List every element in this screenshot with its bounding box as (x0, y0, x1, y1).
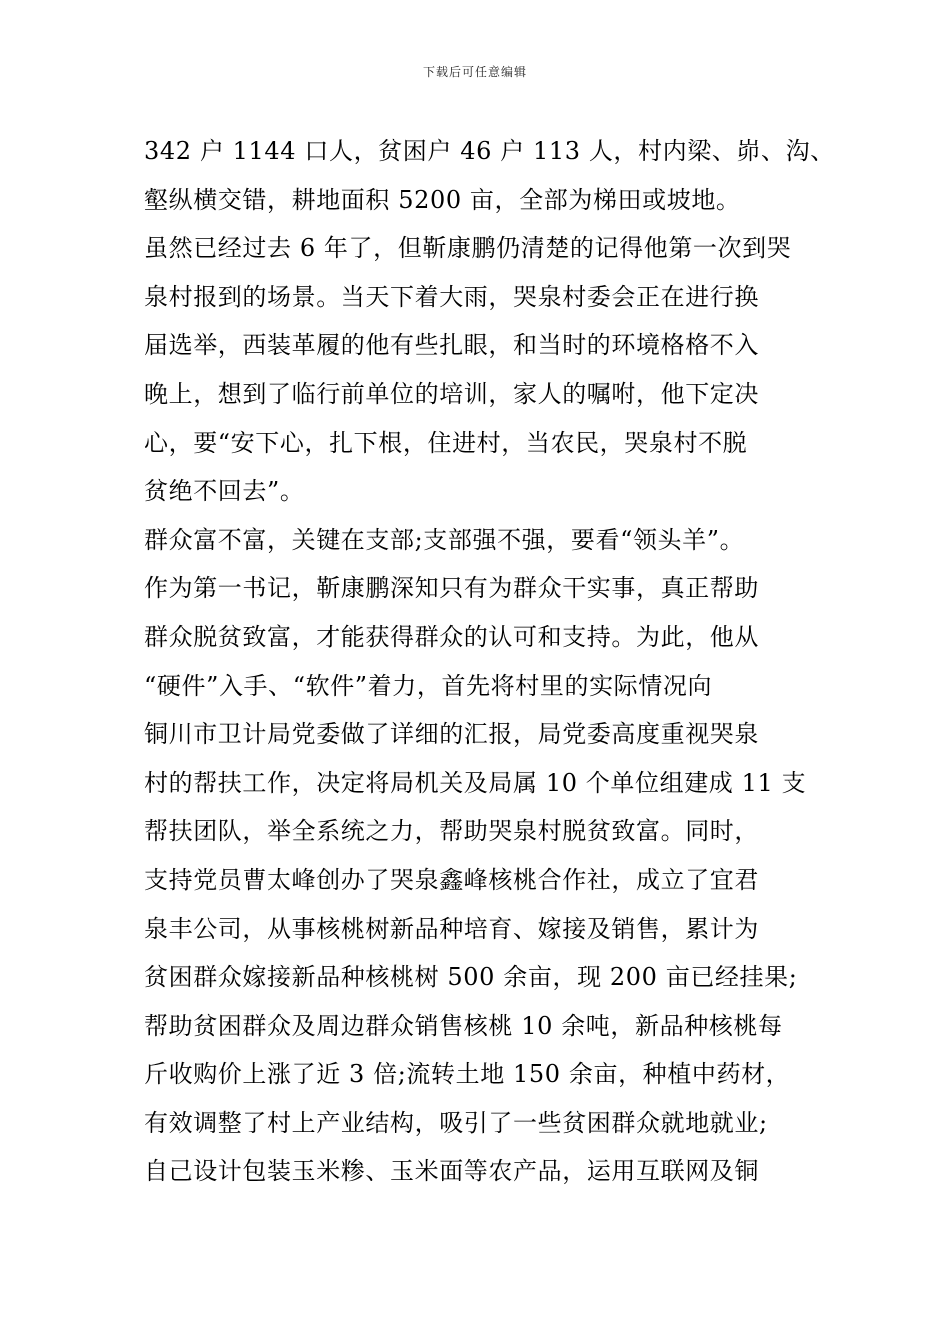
text-line: 贫绝不回去”。 (144, 477, 305, 506)
text-line: 群众脱贫致富，才能获得群众的认可和支持。为此，他从 (144, 622, 759, 651)
text-line: 342 户 1144 口人，贫困户 46 户 113 人，村内梁、峁、沟、 (144, 137, 835, 165)
text-line: 心，要“安下心，扎下根，住进村，当农民，哭泉村不脱 (144, 428, 748, 457)
text-line: 村的帮扶工作，决定将局机关及局属 10 个单位组建成 11 支 (144, 768, 807, 797)
text-line: 铜川市卫计局党委做了详细的汇报，局党委高度重视哭泉 (144, 720, 759, 749)
text-line: 帮扶团队，举全系统之力，帮助哭泉村脱贫致富。同时， (144, 817, 759, 846)
text-line: 自己设计包装玉米糁、玉米面等农产品，运用互联网及铜 (144, 1157, 759, 1186)
text-line: 壑纵横交错，耕地面积 5200 亩，全部为梯田或坡地。 (144, 185, 741, 214)
text-line: 泉村报到的场景。当天下着大雨，哭泉村委会正在进行换 (144, 282, 759, 311)
text-line: 晚上，想到了临行前单位的培训，家人的嘱咐，他下定决 (144, 379, 759, 408)
text-line: “硬件”入手、“软件”着力，首先将村里的实际情况向 (144, 671, 713, 700)
text-line: 虽然已经过去 6 年了，但靳康鹏仍清楚的记得他第一次到哭 (144, 234, 792, 263)
page-header-note: 下载后可任意编辑 (422, 65, 527, 79)
body-text (144, 127, 835, 1196)
text-line: 届选举，西装革履的他有些扎眼，和当时的环境格格不入 (144, 331, 759, 360)
text-line: 作为第一书记，靳康鹏深知只有为群众干实事，真正帮助 (144, 574, 759, 603)
text-line: 斤收购价上涨了近 3 倍;流转土地 150 余亩，种植中药材， (144, 1060, 791, 1089)
text-line: 群众富不富，关键在支部;支部强不强，要看“领头羊”。 (144, 525, 745, 554)
text-line: 泉丰公司，从事核桃树新品种培育、嫁接及销售，累计为 (144, 914, 759, 943)
text-line: 支持党员曹太峰创办了哭泉鑫峰核桃合作社，成立了宜君 (144, 865, 759, 894)
text-line: 帮助贫困群众及周边群众销售核桃 10 余吨，新品种核桃每 (144, 1011, 783, 1040)
text-line: 贫困群众嫁接新品种核桃树 500 余亩，现 200 亩已经挂果; (144, 963, 798, 992)
text-line: 有效调整了村上产业结构，吸引了一些贫困群众就地就业; (144, 1108, 768, 1137)
